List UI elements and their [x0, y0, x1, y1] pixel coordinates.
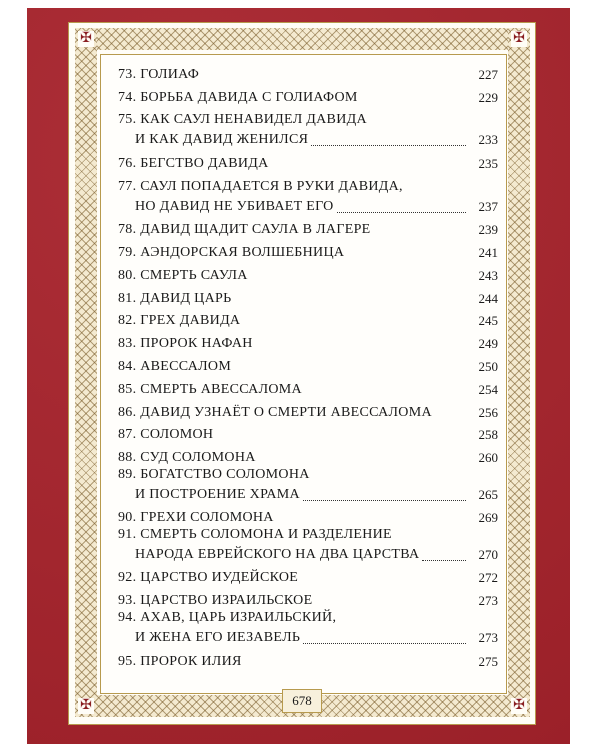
toc-entry-title: [118, 651, 498, 673]
toc-entry-number: 90.: [118, 510, 137, 525]
toc-entry-title-line: ЦАРСТВО ИУДЕЙСКОЕ: [140, 570, 299, 585]
toc-entry-title-line: И ЖЕНА ЕГО ИЕЗАВЕЛЬ: [135, 630, 301, 645]
toc-entry-page: 273: [478, 593, 498, 608]
toc-entry-page: 244: [478, 291, 498, 306]
toc-entry-page: 273: [478, 630, 498, 645]
toc-entry-number: 95.: [118, 654, 137, 669]
toc-entry-number: 74.: [118, 90, 137, 105]
toc-entry-page: 258: [478, 427, 498, 442]
toc-entry-title-line: ГРЕХ ДАВИДА: [140, 313, 241, 328]
toc-entry[interactable]: [0, 109, 600, 147]
toc-entry-title-line: АХАВ, ЦАРЬ ИЗРАИЛЬСКИЙ,: [140, 610, 337, 625]
toc-entry-page: 243: [478, 268, 498, 283]
toc-entry-title: [118, 109, 498, 131]
toc-entry[interactable]: [0, 288, 600, 310]
toc-entry-page: 256: [478, 405, 498, 420]
toc-entry-number: 79.: [118, 245, 137, 260]
toc-entry-title-line: АЭНДОРСКАЯ ВОЛШЕБНИЦА: [140, 245, 345, 260]
toc-entry-number: 92.: [118, 570, 137, 585]
toc-entry-number: 88.: [118, 450, 137, 465]
page-number: 678: [282, 689, 322, 713]
toc-entry-number: 84.: [118, 359, 137, 374]
toc-entry[interactable]: [0, 379, 600, 401]
toc-entry[interactable]: [0, 219, 600, 241]
toc-entry-page: 254: [478, 382, 498, 397]
toc-entry-title-line: СОЛОМОН: [140, 427, 214, 442]
toc-entry-title-line: СУД СОЛОМОНА: [140, 450, 256, 465]
toc-entry-number: 75.: [118, 112, 137, 127]
toc-entry-title: [118, 242, 498, 264]
toc-entry[interactable]: [0, 607, 600, 645]
toc-entry-number: 80.: [118, 268, 137, 283]
dot-leader: [337, 212, 466, 213]
toc-entry-title: [118, 402, 498, 424]
toc-entry-page: 227: [478, 67, 498, 82]
toc-entry-page: 250: [478, 359, 498, 374]
toc-entry-title: [118, 524, 498, 546]
toc-entry-title: [118, 310, 498, 332]
toc-entry[interactable]: [0, 265, 600, 287]
toc-entry-number: 83.: [118, 336, 137, 351]
toc-entry-title-line: СМЕРТЬ СОЛОМОНА И РАЗДЕЛЕНИЕ: [140, 527, 392, 542]
toc-entry-page: 265: [478, 487, 498, 502]
toc-entry-title-line: ЦАРСТВО ИЗРАИЛЬСКОЕ: [140, 593, 313, 608]
toc-entry-title-line: БОРЬБА ДАВИДА С ГОЛИАФОМ: [140, 90, 358, 105]
toc-entry-title-line: ГРЕХИ СОЛОМОНА: [140, 510, 274, 525]
toc-entry[interactable]: [0, 176, 600, 214]
toc-entry[interactable]: [0, 87, 600, 109]
toc-entry-title-line: СМЕРТЬ АВЕССАЛОМА: [140, 382, 302, 397]
toc-entry[interactable]: [0, 242, 600, 264]
toc-entry-number: 86.: [118, 405, 137, 420]
toc-entry[interactable]: [0, 464, 600, 502]
toc-entry-number: 73.: [118, 67, 137, 82]
toc-entry-title-line: АВЕССАЛОМ: [140, 359, 232, 374]
corner-cross-icon: ✠: [78, 31, 94, 47]
toc-entry-title-line: СМЕРТЬ САУЛА: [140, 268, 248, 283]
toc-entry-page: 269: [478, 510, 498, 525]
toc-entry-title-line: ДАВИД ЦАРЬ: [140, 291, 232, 306]
toc-entry-title-line: И ПОСТРОЕНИЕ ХРАМА: [135, 487, 300, 502]
ornament-band-top: [75, 28, 530, 50]
toc-entry-page: 241: [478, 245, 498, 260]
toc-entry-number: 93.: [118, 593, 137, 608]
toc-entry-number: 81.: [118, 291, 137, 306]
toc-entry-title: [118, 333, 498, 355]
toc-entry[interactable]: [0, 356, 600, 378]
toc-entry-page: 233: [478, 132, 498, 147]
toc-entry-title-line: НО ДАВИД НЕ УБИВАЕТ ЕГО: [135, 199, 334, 214]
toc-entry-title-line: ПРОРОК ИЛИЯ: [140, 654, 242, 669]
toc-entry[interactable]: [0, 310, 600, 332]
toc-entry-title: [118, 567, 498, 589]
toc-entry-page: 229: [478, 90, 498, 105]
toc-entry-title-line: ГОЛИАФ: [140, 67, 200, 82]
toc-entry-number: 78.: [118, 222, 137, 237]
toc-entry-number: 87.: [118, 427, 137, 442]
toc-entry-title: [118, 153, 498, 175]
toc-entry-number: 82.: [118, 313, 137, 328]
toc-entry-number: 89.: [118, 467, 137, 482]
toc-entry-title-line: САУЛ ПОПАДАЕТСЯ В РУКИ ДАВИДА,: [140, 179, 403, 194]
toc-entry-title: [118, 607, 498, 629]
toc-entry-page: 260: [478, 450, 498, 465]
toc-entry[interactable]: [0, 153, 600, 175]
toc-entry[interactable]: [0, 402, 600, 424]
toc-entry-number: 94.: [118, 610, 137, 625]
toc-entry-title: [118, 219, 498, 241]
toc-entry-page: 270: [478, 547, 498, 562]
toc-entry-title: [118, 64, 498, 86]
toc-entry-number: 85.: [118, 382, 137, 397]
toc-entry-page: 239: [478, 222, 498, 237]
toc-entry-title: [118, 265, 498, 287]
toc-entry-page: 237: [478, 199, 498, 214]
toc-entry[interactable]: [0, 333, 600, 355]
dot-leader: [303, 500, 466, 501]
corner-cross-icon: ✠: [511, 698, 527, 714]
toc-entry-title-line: ДАВИД ЩАДИТ САУЛА В ЛАГЕРЕ: [140, 222, 371, 237]
toc-entry-number: 76.: [118, 156, 137, 171]
toc-entry-number: 77.: [118, 179, 137, 194]
toc-entry-page: 245: [478, 313, 498, 328]
toc-entry-title: [118, 288, 498, 310]
toc-entry[interactable]: [0, 424, 600, 446]
toc-entry-title: [118, 379, 498, 401]
toc-entry-title-line: ПРОРОК НАФАН: [140, 336, 253, 351]
toc-entry-title-line: БЕГСТВО ДАВИДА: [140, 156, 269, 171]
toc-entry-title: [118, 464, 498, 486]
toc-entry-title-line: НАРОДА ЕВРЕЙСКОГО НА ДВА ЦАРСТВА: [135, 547, 420, 562]
toc-entry-title-line: И КАК ДАВИД ЖЕНИЛСЯ: [135, 132, 309, 147]
toc-entry-number: 91.: [118, 527, 137, 542]
dot-leader: [311, 145, 466, 146]
toc-entry-title: [118, 87, 498, 109]
toc-entry-title-line: БОГАТСТВО СОЛОМОНА: [140, 467, 310, 482]
toc-entry[interactable]: [0, 524, 600, 562]
toc-entry-title: [118, 356, 498, 378]
corner-cross-icon: ✠: [511, 31, 527, 47]
toc-entry[interactable]: [0, 64, 600, 86]
toc-entry-title-line: КАК САУЛ НЕНАВИДЕЛ ДАВИДА: [140, 112, 367, 127]
toc-entry-page: 275: [478, 654, 498, 669]
dot-leader: [303, 643, 466, 644]
corner-cross-icon: ✠: [78, 698, 94, 714]
toc-entry-title: [118, 176, 498, 198]
dot-leader: [422, 560, 466, 561]
toc-entry-page: 235: [478, 156, 498, 171]
toc-entry-title-line: ДАВИД УЗНАЁТ О СМЕРТИ АВЕССАЛОМА: [140, 405, 432, 420]
toc-entry[interactable]: [0, 651, 600, 673]
toc-entry-title: [118, 424, 498, 446]
toc-entry-page: 249: [478, 336, 498, 351]
toc-entry[interactable]: [0, 567, 600, 589]
toc-entry-page: 272: [478, 570, 498, 585]
